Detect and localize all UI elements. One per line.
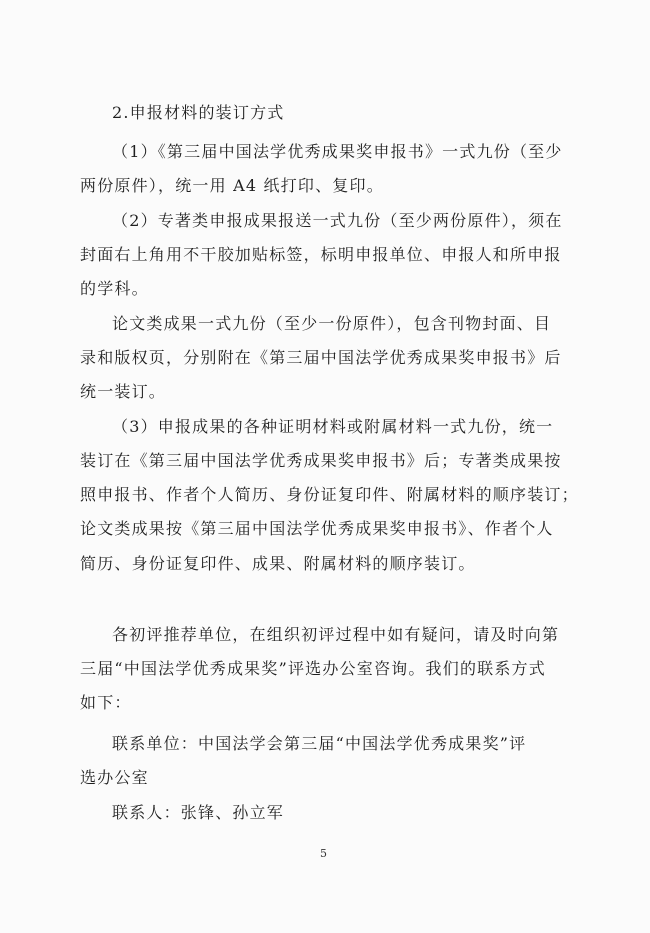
contact-person: 联系人：张锋、孙立军 <box>112 803 285 822</box>
papers-line-1: 论文类成果一式九份（至少一份原件），包含刊物封面、目 <box>112 314 552 333</box>
item-3-line-1: （3）申报成果的各种证明材料或附属材料一式九份，统一 <box>112 417 554 436</box>
contact-intro-line-3: 如下： <box>80 693 132 712</box>
item-3-line-3: 照申报书、作者个人简历、身份证复印件、附属材料的顺序装订； <box>80 485 579 504</box>
item-2-line-1: （2）专著类申报成果报送一式九份（至少两份原件），须在 <box>112 211 563 230</box>
item-3-line-4: 论文类成果按《第三届中国法学优秀成果奖申报书》、作者个人 <box>80 519 554 538</box>
contact-intro-line-1: 各初评推荐单位，在组织初评过程中如有疑问，请及时向第 <box>112 625 560 644</box>
section-heading: 2.申报材料的装订方式 <box>112 103 285 122</box>
item-3-line-2: 装订在《第三届中国法学优秀成果奖申报书》后；专著类成果按 <box>80 451 562 470</box>
papers-line-3: 统一装订。 <box>80 382 167 401</box>
contact-unit-line-1: 联系单位：中国法学会第三届“中国法学优秀成果奖”评 <box>112 734 527 753</box>
item-2-line-2: 封面右上角用不干胶加贴标签，标明申报单位、申报人和所申报 <box>80 245 562 264</box>
item-2-line-3: 的学科。 <box>80 279 149 298</box>
papers-line-2: 录和版权页，分别附在《第三届中国法学优秀成果奖申报书》后 <box>80 348 562 367</box>
item-3-line-5: 简历、身份证复印件、成果、附属材料的顺序装订。 <box>80 554 476 573</box>
item-1-line-1: （1）《第三届中国法学优秀成果奖申报书》一式九份（至少 <box>112 142 563 161</box>
contact-unit-line-2: 选办公室 <box>80 768 149 787</box>
contact-intro-line-2: 三届“中国法学优秀成果奖”评选办公室咨询。我们的联系方式 <box>80 659 546 678</box>
page-number: 5 <box>320 847 327 860</box>
item-1-line-2: 两份原件），统一用 A4 纸打印、复印。 <box>80 176 384 195</box>
